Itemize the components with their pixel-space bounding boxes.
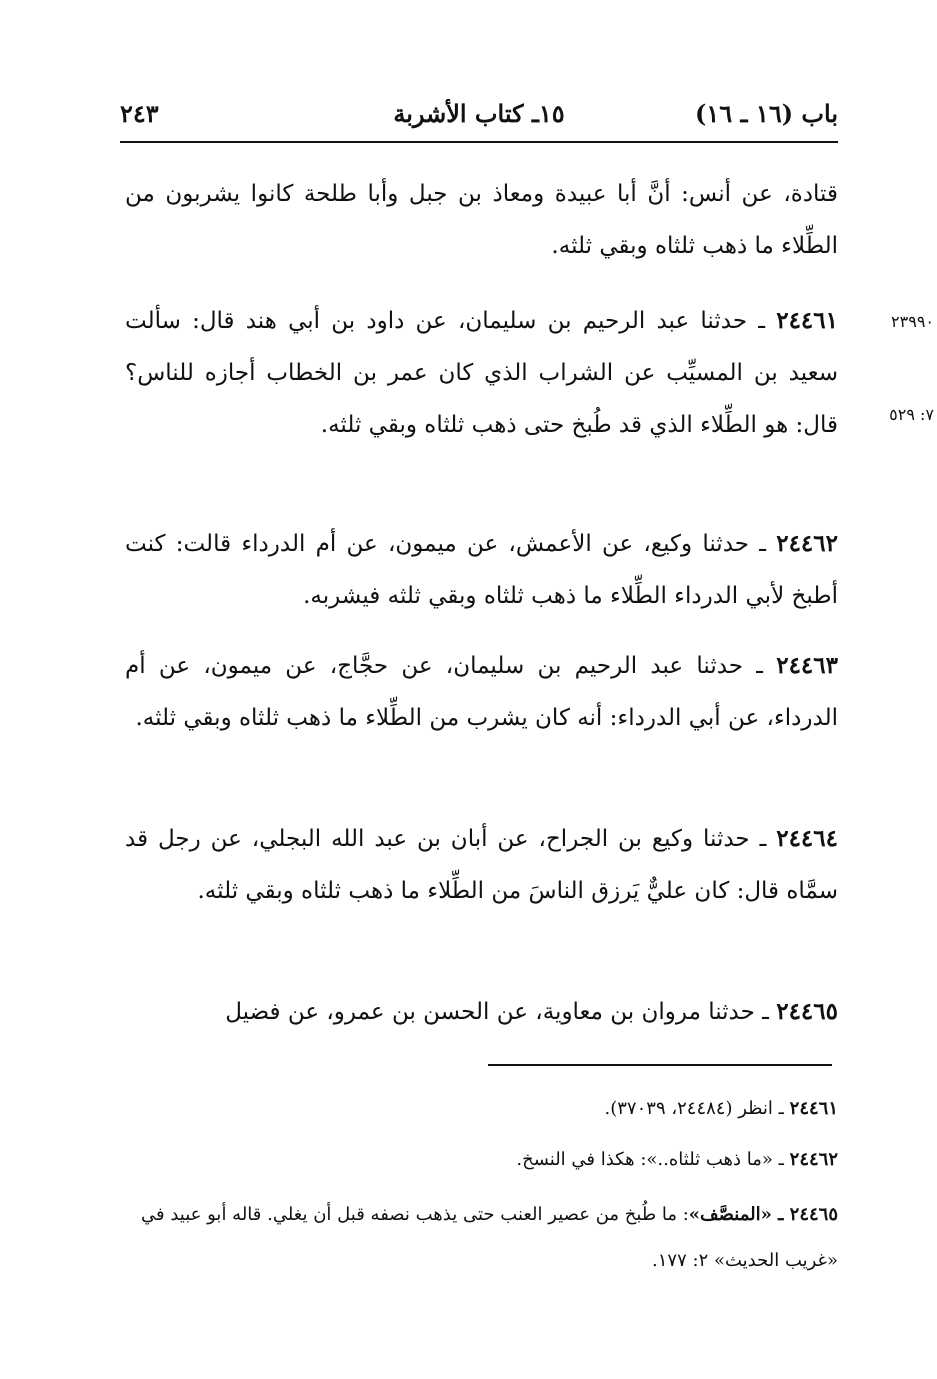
footnote-text: ـ انظر (٢٤٤٨٤، ٣٧٠٣٩). — [604, 1098, 790, 1119]
hadith-text: ـ حدثنا وكيع، عن الأعمش، عن ميمون، عن أم الدرداء قالت: كنت أطبخ لأبي الدرداء الطِّلاء ما ذهب ثلثاه وبقي ثلثه فيشربه. — [125, 531, 838, 609]
footnote — [125, 1086, 838, 1132]
hadith-paragraph — [125, 986, 838, 1038]
paragraph-continued — [125, 168, 838, 272]
footnote-number: ٢٤٤٦٢ — [789, 1149, 838, 1170]
footnote-text: : ما طُبخ من عصير العنب حتى يذهب نصفه قبل أن يغلي. قاله أبو عبيد في «غريب الحديث» ٢: ١٧٧. — [141, 1204, 838, 1271]
hadith-number: ٢٤٤٦٤ — [776, 825, 838, 852]
margin-reference: ٧: ٥٢٩ — [889, 405, 934, 424]
hadith-number: ٢٤٤٦٢ — [776, 530, 838, 557]
footnote — [125, 1192, 838, 1284]
footnote-number: ٢٤٤٦٥ ـ «المنصَّف» — [688, 1204, 838, 1225]
hadith-paragraph — [125, 295, 838, 451]
hadith-number: ٢٤٤٦٥ — [776, 998, 838, 1025]
footnote-divider — [488, 1064, 832, 1066]
page-number: ٢٤٣ — [120, 99, 159, 128]
hadith-number: ٢٤٤٦١ — [776, 307, 838, 334]
margin-reference: ٢٣٩٩٠ — [891, 312, 934, 331]
hadith-paragraph — [125, 518, 838, 622]
hadith-paragraph — [125, 640, 838, 744]
hadith-text: ـ حدثنا مروان بن معاوية، عن الحسن بن عمرو، عن فضيل — [225, 999, 777, 1025]
hadith-text: ـ حدثنا عبد الرحيم بن سليمان، عن داود بن أبي هند قال: سألت سعيد بن المسيِّب عن الشراب الذي كان عمر بن الخطاب أجازه للناس؟ قال: هو الطِّلاء الذي قد طُبخ حتى ذهب ثلثاه وبقي ثلثه. — [125, 308, 838, 438]
hadith-paragraph — [125, 813, 838, 917]
book-title: ١٥ـ كتاب الأشربة — [393, 99, 565, 128]
hadith-text: ـ حدثنا وكيع بن الجراح، عن أبان بن عبد الله البجلي، عن رجل قد سمَّاه قال: كان عليٌّ يَرزق الناسَ من الطِّلاء ما ذهب ثلثاه وبقي ثلثه. — [125, 826, 838, 904]
page-header — [120, 85, 838, 143]
footnote-number: ٢٤٤٦١ — [789, 1098, 838, 1119]
paragraph-text: قتادة، عن أنس: أنَّ أبا عبيدة ومعاذ بن جبل وأبا طلحة كانوا يشربون من الطِّلاء ما ذهب ثلثاه وبقي ثلثه. — [125, 181, 838, 259]
hadith-text: ـ حدثنا عبد الرحيم بن سليمان، عن حجَّاج، عن ميمون، عن أم الدرداء، عن أبي الدرداء: أنه كان يشرب من الطِّلاء ما ذهب ثلثاه وبقي ثلثه. — [125, 653, 838, 731]
chapter-title: باب (١٦ ـ ١٦) — [695, 99, 838, 128]
footnote — [125, 1137, 838, 1183]
footnote-text: ـ «ما ذهب ثلثاه..»: هكذا في النسخ. — [516, 1149, 790, 1170]
hadith-number: ٢٤٤٦٣ — [776, 652, 838, 679]
